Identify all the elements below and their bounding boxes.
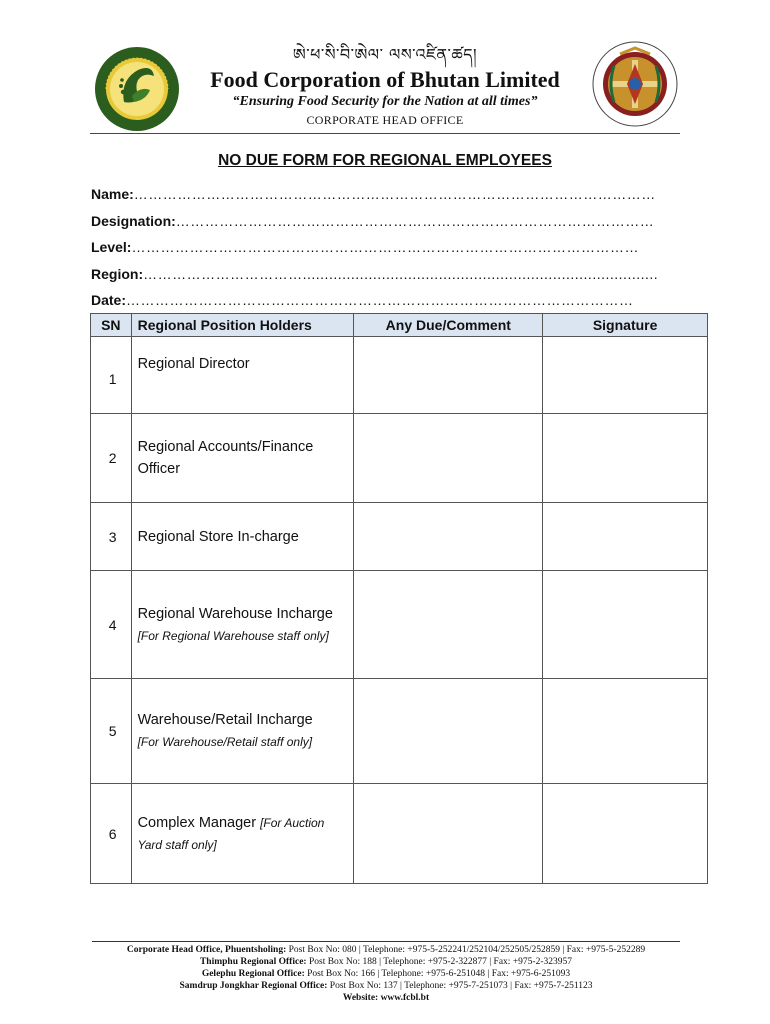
designation-field[interactable] xyxy=(91,213,681,240)
row-position xyxy=(131,679,354,784)
row-sn: 6 xyxy=(91,784,132,884)
table-row xyxy=(91,679,708,784)
row-position xyxy=(131,503,354,571)
date-blank: …………………………………………………………………………………………… xyxy=(126,292,634,308)
organization-name: Food Corporation of Bhutan Limited xyxy=(210,67,560,92)
fcbl-logo-icon xyxy=(94,46,180,132)
organization-motto: “Ensuring Food Security for the Nation at all times” xyxy=(232,94,538,109)
row-position xyxy=(131,337,354,414)
position-note: [For Regional Warehouse staff only] xyxy=(137,628,329,643)
footer-office: Samdrup Jongkhar Regional Office: xyxy=(179,981,328,991)
table-row xyxy=(91,571,708,679)
designation-blank: ……………………………………………………………………………………… xyxy=(175,212,655,229)
position-note: [For Auction Yard staff only] xyxy=(137,815,325,852)
row-position xyxy=(131,414,354,503)
region-field[interactable] xyxy=(91,266,681,293)
position-name: Regional Store In-charge xyxy=(137,528,299,545)
footer-office: Gelephu Regional Office: xyxy=(201,969,305,979)
name-label: Name: xyxy=(91,186,134,202)
position-name: Regional Warehouse Incharge xyxy=(137,605,333,622)
row-due-cell[interactable] xyxy=(354,414,543,503)
office-name: CORPORATE HEAD OFFICE xyxy=(306,113,464,127)
bhutan-emblem-icon xyxy=(590,38,680,134)
date-label: Date: xyxy=(91,292,127,308)
region-label: Region: xyxy=(91,265,144,282)
header-divider xyxy=(90,133,680,134)
row-due-cell[interactable] xyxy=(354,337,543,414)
row-sn: 3 xyxy=(91,503,132,571)
header-position: Regional Position Holders xyxy=(131,314,354,337)
table-row xyxy=(91,784,708,884)
row-position xyxy=(131,571,354,679)
level-blank: …………………………………………………………………………………………… xyxy=(131,239,639,255)
position-name: Regional Accounts/Finance Officer xyxy=(137,439,314,477)
position-name: Warehouse/Retail Incharge xyxy=(137,712,313,728)
footer-detail: Post Box No: 080 | Telephone: +975-5-252241/252104/252505/252859 | Fax: +975-5-252289 xyxy=(286,945,646,955)
footer-office: Thimphu Regional Office: xyxy=(199,957,307,967)
table-header-row xyxy=(91,314,708,337)
row-signature-cell[interactable] xyxy=(543,503,708,571)
footer-detail: Post Box No: 188 | Telephone: +975-2-322877 | Fax: +975-2-323957 xyxy=(306,957,573,967)
position-note: [For Warehouse/Retail staff only] xyxy=(137,735,313,749)
level-label: Level: xyxy=(91,239,132,255)
name-field[interactable] xyxy=(91,186,681,213)
row-due-cell[interactable] xyxy=(354,571,543,679)
row-sn: 5 xyxy=(91,679,132,784)
dzongkha-title: ཨེ་ཕ་སི་བི་ཨེལ་ ལས་འཛིན་ཚད། xyxy=(292,45,478,64)
table-row xyxy=(91,503,708,571)
row-sn: 4 xyxy=(91,571,132,679)
row-sn: 2 xyxy=(91,414,132,503)
footer-line xyxy=(92,980,680,992)
letterhead-text xyxy=(190,38,580,128)
row-position xyxy=(131,784,354,884)
row-signature-cell[interactable] xyxy=(543,571,708,679)
footer-divider xyxy=(92,941,680,942)
row-signature-cell[interactable] xyxy=(543,679,708,784)
row-signature-cell[interactable] xyxy=(543,414,708,503)
clearance-table xyxy=(90,313,708,884)
region-blank: ……………………………................................................................................. xyxy=(143,265,659,282)
footer-line xyxy=(92,956,680,968)
row-signature-cell[interactable] xyxy=(543,337,708,414)
name-blank: ……………………………………………………………………………………………… xyxy=(133,186,656,202)
table-row xyxy=(91,337,708,414)
designation-label: Designation: xyxy=(91,212,176,229)
letterhead xyxy=(90,38,680,134)
footer-detail: Post Box No: 137 | Telephone: +975-7-251073 | Fax: +975-7-251123 xyxy=(327,981,593,991)
header-sn: SN xyxy=(91,314,132,337)
footer-line xyxy=(92,944,680,956)
position-name: Complex Manager xyxy=(137,814,257,831)
employee-fields xyxy=(91,186,681,319)
form-title: NO DUE FORM FOR REGIONAL EMPLOYEES xyxy=(218,152,552,169)
position-name: Regional Director xyxy=(137,356,250,372)
footer-line xyxy=(92,968,680,980)
table-row xyxy=(91,414,708,503)
footer-detail: Post Box No: 166 | Telephone: +975-6-251048 | Fax: +975-6-251093 xyxy=(304,969,571,979)
row-sn: 1 xyxy=(91,337,132,414)
footer-contacts xyxy=(92,944,680,1004)
header-signature: Signature xyxy=(543,314,708,337)
row-due-cell[interactable] xyxy=(354,503,543,571)
footer-office: Corporate Head Office, Phuentsholing: xyxy=(126,945,287,955)
row-signature-cell[interactable] xyxy=(543,784,708,884)
level-field[interactable] xyxy=(91,239,681,266)
row-due-cell[interactable] xyxy=(354,679,543,784)
website-text: Website: www.fcbl.bt xyxy=(342,993,430,1003)
footer-website[interactable] xyxy=(92,992,680,1004)
row-due-cell[interactable] xyxy=(354,784,543,884)
header-due: Any Due/Comment xyxy=(354,314,543,337)
